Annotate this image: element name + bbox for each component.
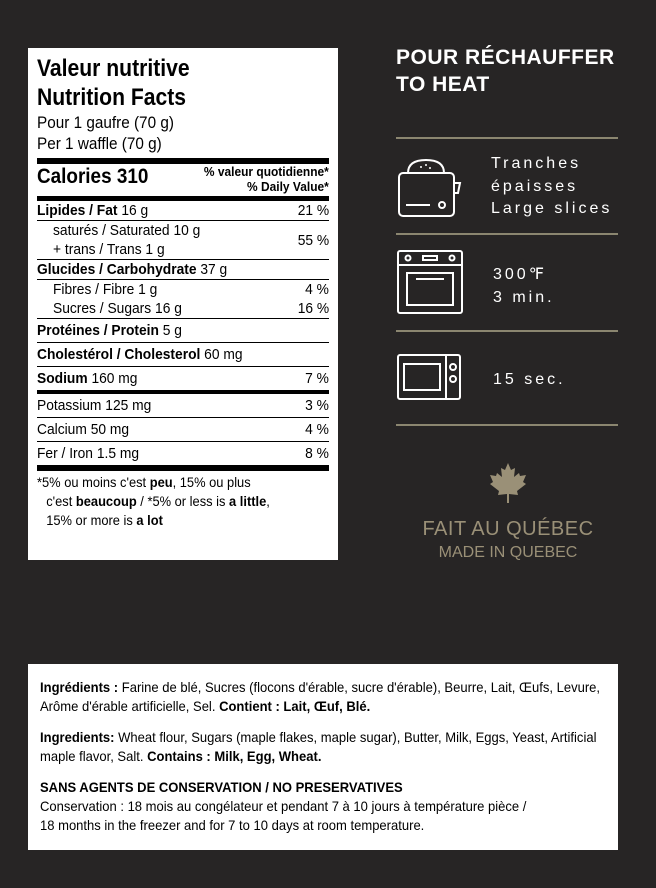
- serving-size-fr: Pour 1 gaufre (70 g): [37, 113, 174, 132]
- made-in-quebec-fr: FAIT AU QUÉBEC: [422, 518, 594, 540]
- oven-icon: [396, 249, 464, 315]
- carbohydrate-row: Glucides / Carbohydrate 37 g: [37, 260, 329, 280]
- heat-title: POUR RÉCHAUFFER TO HEAT: [396, 46, 615, 96]
- no-preservatives: SANS AGENTS DE CONSERVATION / NO PRESERVATIVES: [40, 779, 403, 795]
- conservation-en: 18 months in the freezer and for 7 to 10 days at room temperature.: [40, 817, 425, 833]
- ingredients-fr: Ingrédients : Farine de blé, Sucres (flocons d'érable, sucre d'érable), Beurre, Lait, Œufs, Levure, Arôme d'érable artificielle, Sel. Contient : Lait, Œuf, Blé.: [40, 679, 601, 714]
- maple-leaf-icon: [489, 463, 527, 503]
- ingredients-panel: [28, 664, 618, 850]
- microwave-instructions: 15 sec.: [493, 371, 566, 388]
- sugars-row: Sucres / Sugars 16 g 16 %: [37, 299, 329, 319]
- toaster-icon: [396, 155, 462, 219]
- divider: [396, 330, 618, 332]
- divider: [396, 137, 618, 139]
- calcium-row: Calcium 50 mg 4 %: [37, 418, 329, 442]
- fibre-row: Fibres / Fibre 1 g 4 %: [53, 281, 329, 298]
- serving-size-en: Per 1 waffle (70 g): [37, 134, 162, 153]
- nutrition-title-fr: Valeur nutritive: [37, 55, 190, 82]
- oven-instructions: 300℉ 3 min.: [493, 266, 555, 306]
- saturated-trans-row: saturés / Saturated 10 g + trans / Trans 1 g 55 %: [37, 221, 329, 260]
- iron-row: Fer / Iron 1.5 mg 8 %: [37, 442, 329, 471]
- daily-value-header: % valeur quotidienne* % Daily Value*: [204, 164, 329, 194]
- protein-row: Protéines / Protein 5 g: [37, 319, 329, 343]
- nutrition-facts-panel: [28, 48, 338, 560]
- calories-row: [37, 164, 329, 201]
- conservation-fr: Conservation : 18 mois au congélateur et pendant 7 à 10 jours à température pièce /: [40, 798, 527, 814]
- ingredients-en: Ingredients: Wheat flour, Sugars (maple flakes, maple sugar), Butter, Milk, Eggs, Yeast, Artificial maple flavor, Salt. Contains : Milk, Egg, Wheat.: [40, 729, 597, 764]
- conservation-info: [40, 778, 617, 835]
- sodium-row: Sodium 160 mg 7 %: [37, 367, 329, 394]
- daily-value-footnote: *5% ou moins c'est peu, 15% ou plus c'est beaucoup / *5% or less is a little, 15% or more is a lot: [37, 474, 270, 528]
- potassium-row: Potassium 125 mg 3 %: [37, 394, 329, 418]
- divider: [396, 424, 618, 426]
- made-in-quebec-en: MADE IN QUEBEC: [438, 544, 578, 561]
- fat-row: Lipides / Fat 16 g 21 %: [37, 202, 329, 219]
- divider: [396, 233, 618, 235]
- microwave-icon: [396, 353, 462, 401]
- toaster-instructions: Tranches épaisses Large slices: [491, 155, 613, 217]
- nutrition-title-en: Nutrition Facts: [37, 84, 187, 111]
- calories: Calories 310: [37, 165, 149, 188]
- cholesterol-row: Cholestérol / Cholesterol 60 mg: [37, 343, 329, 367]
